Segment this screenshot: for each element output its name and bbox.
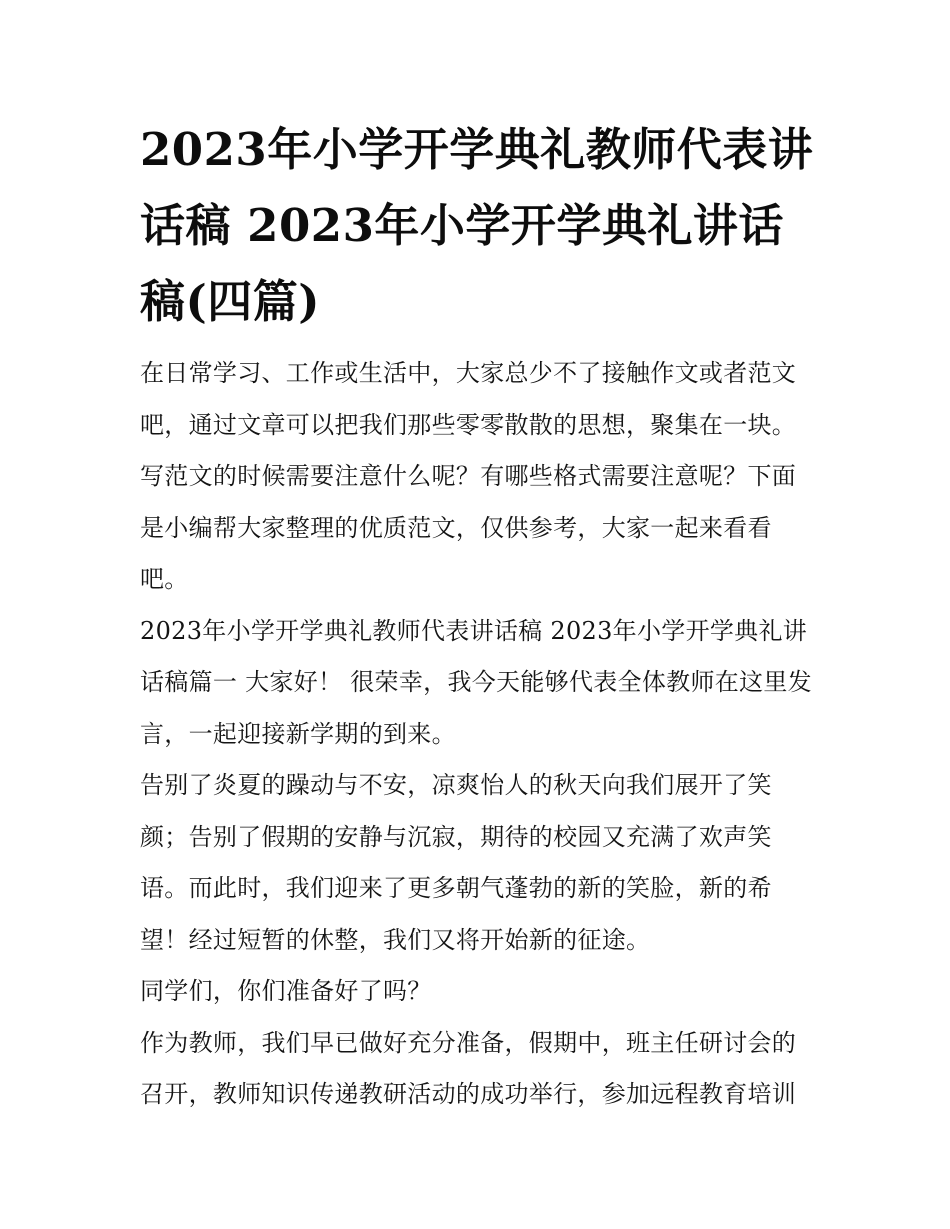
question-paragraph: 同学们，你们准备好了吗？: [140, 977, 432, 1005]
speech-opening-paragraph: 2023年小学开学典礼教师代表讲话稿 2023年小学开学典礼讲话稿篇一 大家好！ 很荣幸，我今天能够代表全体教师在这里发言，一起迎接新学期的到来。: [140, 616, 812, 748]
document-title: 2023年小学开学典礼教师代表讲话稿 2023年小学开学典礼讲话稿(四篇): [140, 123, 814, 328]
document-content: [140, 112, 820, 1121]
autumn-paragraph: 告别了炎夏的躁动与不安，凉爽怡人的秋天向我们展开了笑颜；告别了假期的安静与沉寂，期待的校园又充满了欢声笑语。而此时，我们迎来了更多朝气蓬勃的新的笑脸，新的希望！经过短暂的休整，我们又将开始新的征途。: [140, 771, 772, 954]
teacher-preparation-paragraph: 作为教师，我们早已做好充分准备，假期中，班主任研讨会的召开，教师知识传递教研活动的成功举行，参加远程教育培训: [140, 1028, 797, 1108]
intro-paragraph: 在日常学习、工作或生活中，大家总少不了接触作文或者范文吧，通过文章可以把我们那些零零散散的思想，聚集在一块。写范文的时候需要注意什么呢？有哪些格式需要注意呢？下面是小编帮大家整理的优质范文，仅供参考，大家一起来看看吧。: [140, 359, 797, 593]
